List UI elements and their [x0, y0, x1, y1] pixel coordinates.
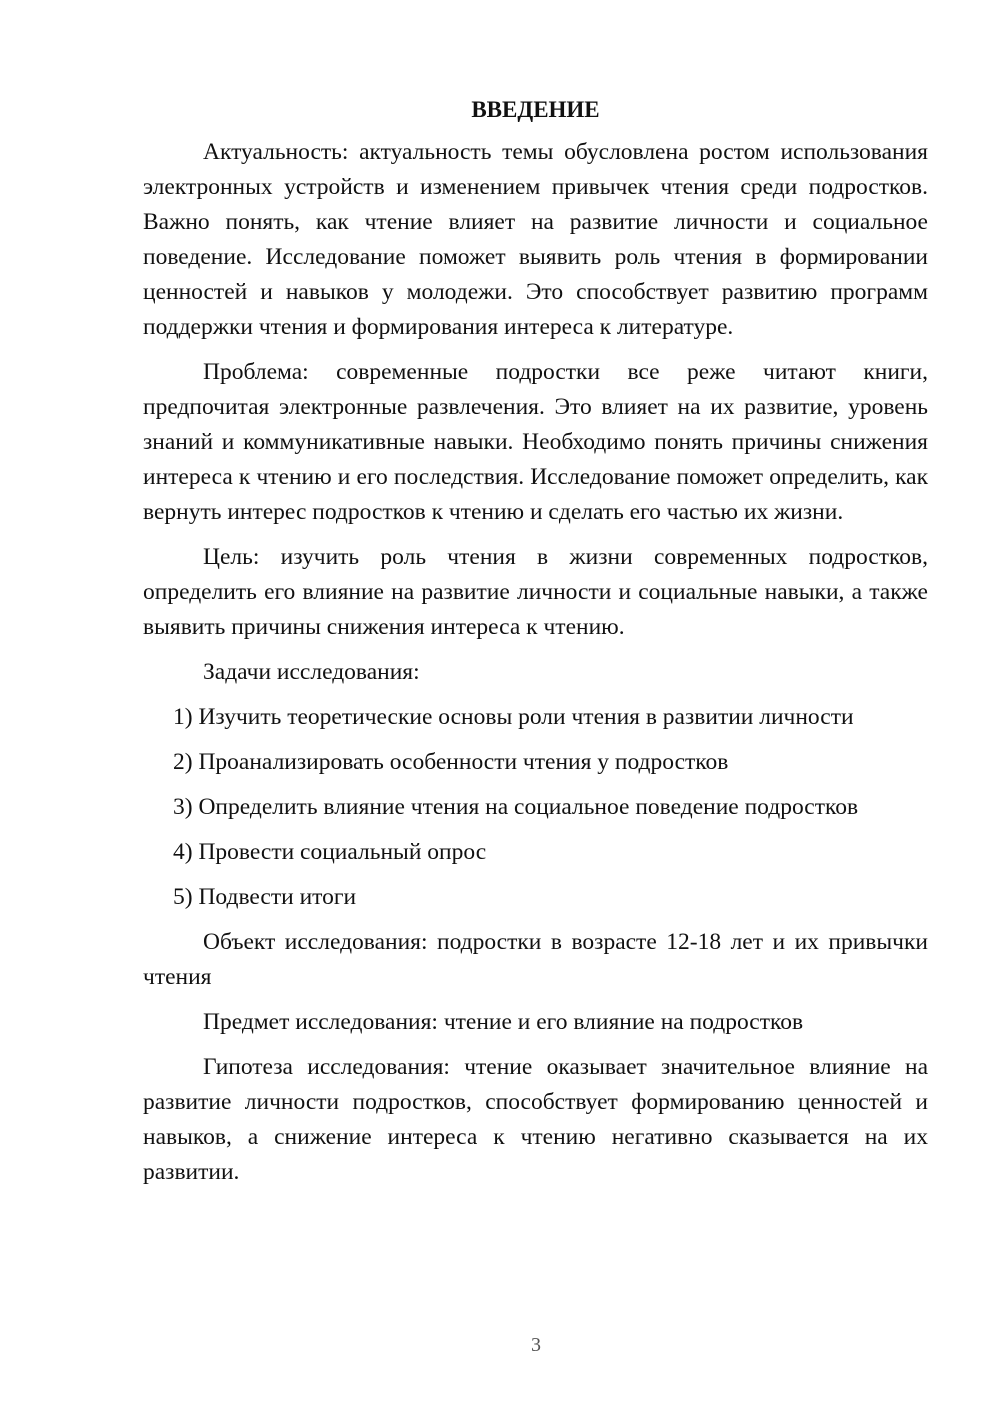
paragraph-problem: Проблема: современные подростки все реже читают книги, предпочитая электронные развлечения. Это влияет на их развитие, уровень знаний и коммуникативные навыки. Необходимо понять причины снижения интереса к чтению и его последствия. Исследование поможет определить, как вернуть интерес подростков к чтению и сделать его частью их жизни.	[143, 359, 928, 525]
document-page	[143, 92, 928, 1200]
paragraph-hypothesis: Гипотеза исследования: чтение оказывает значительное влияние на развитие личности подростков, способствует формированию ценностей и навыков, а снижение интереса к чтению негативно сказывается на их развитии.	[143, 1054, 928, 1185]
paragraph-subject: Предмет исследования: чтение и его влияние на подростков	[203, 1009, 804, 1035]
tasks-heading: Задачи исследования:	[203, 659, 420, 685]
task-item: 2) Проанализировать особенности чтения у подростков	[173, 749, 729, 775]
task-item: 4) Провести социальный опрос	[173, 839, 487, 865]
section-title: ВВЕДЕНИЕ	[471, 97, 600, 122]
tasks-list	[143, 700, 928, 915]
task-item: 5) Подвести итоги	[173, 884, 357, 910]
page-number: 3	[531, 1334, 541, 1356]
paragraph-object: Объект исследования: подростки в возрасте 12-18 лет и их привычки чтения	[143, 929, 928, 990]
paragraph-goal: Цель: изучить роль чтения в жизни современных подростков, определить его влияние на развитие личности и социальные навыки, а также выявить причины снижения интереса к чтению.	[143, 544, 928, 640]
task-item: 3) Определить влияние чтения на социальное поведение подростков	[173, 794, 859, 820]
paragraph-relevance: Актуальность: актуальность темы обусловлена ростом использования электронных устройств и изменением привычек чтения среди подростков. Важно понять, как чтение влияет на развитие личности и социальное поведение. Исследование поможет выявить роль чтения в формировании ценностей и навыков у молодежи. Это способствует развитию программ поддержки чтения и формирования интереса к литературе.	[143, 139, 928, 340]
task-item: 1) Изучить теоретические основы роли чтения в развитии личности	[173, 704, 854, 730]
